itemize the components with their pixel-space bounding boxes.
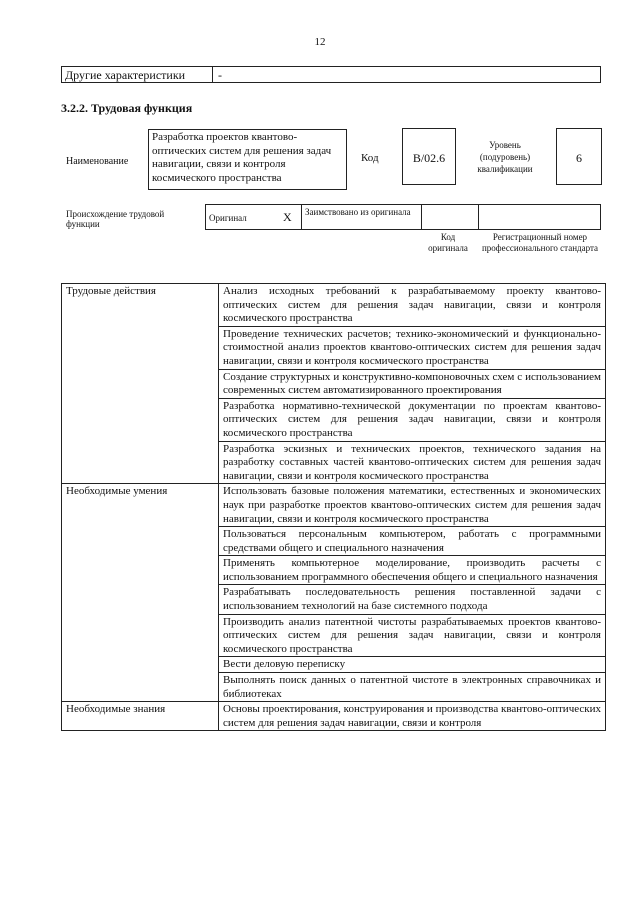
table-cell: Применять компьютерное моделирование, производить расчеты с использованием программного обеспечения общего и специального назначения bbox=[219, 556, 606, 585]
name-label: Наименование bbox=[66, 156, 129, 167]
code-label: Код bbox=[361, 152, 379, 164]
divider bbox=[478, 204, 479, 230]
table-cell: Выполнять поиск данных о патентной чистоте в электронных справочниках и библиотеках bbox=[219, 673, 606, 702]
function-name-box bbox=[148, 129, 347, 190]
section-title: 3.2.2. Трудовая функция bbox=[61, 101, 193, 115]
table-cell: Создание структурных и конструктивно-компоновочных схем с использованием современных систем автоматизированного проектирования bbox=[219, 369, 606, 398]
table-cell: Производить анализ патентной чистоты разрабатываемых проектов квантово-оптических систем для решения задач навигации, связи и контроля космического пространства bbox=[219, 614, 606, 657]
table-cell: Пользоваться персональным компьютером, работать с программными средствами общего и специального назначения bbox=[219, 527, 606, 556]
borrowed-label: Заимствовано из оригинала bbox=[305, 207, 411, 217]
other-characteristics-label: Другие характеристики bbox=[65, 68, 186, 82]
level-value: 6 bbox=[576, 151, 582, 165]
table-row bbox=[62, 484, 606, 527]
original-label: Оригинал bbox=[209, 213, 247, 223]
table-row bbox=[62, 702, 606, 731]
table-cell: Разрабатывать последовательность решения поставленной задачи с использованием технологий на базе системного подхода bbox=[219, 585, 606, 614]
table-cell: Основы проектирования, конструирования и производства квантово-оптических систем для решения задач навигации, связи и контроля bbox=[219, 702, 606, 731]
level-label: Уровень (подуровень) квалификации bbox=[477, 140, 533, 174]
section-label: Необходимые знания bbox=[62, 702, 219, 731]
labor-function-table bbox=[61, 283, 606, 731]
table-cell: Разработка эскизных и технических проектов, технического задания на разработку составных частей квантово-оптических систем для решения задач навигации, связи и контроля космического пространства bbox=[219, 441, 606, 484]
original-mark: X bbox=[283, 210, 292, 224]
function-name-text: Разработка проектов квантово-оптических систем для решения задач навигации, связи и контроля космического пространства bbox=[152, 131, 332, 184]
table-cell: Вести деловую переписку bbox=[219, 657, 606, 673]
table-cell: Разработка нормативно-технической документации по проектам квантово-оптических систем для решения задач навигации, связи и контроля космического пространства bbox=[219, 398, 606, 441]
section-label: Трудовые действия bbox=[62, 284, 219, 484]
section-label: Необходимые умения bbox=[62, 484, 219, 702]
code-original-caption: Код оригинала bbox=[428, 232, 468, 253]
origin-label: Происхождение трудовой функции bbox=[66, 209, 165, 229]
reg-number-caption: Регистрационный номер профессионального стандарта bbox=[481, 232, 599, 253]
page-number: 12 bbox=[314, 36, 326, 48]
code-value: B/02.6 bbox=[412, 151, 446, 165]
table-cell: Анализ исходных требований к разрабатываемому проекту квантово-оптических систем для решения задач навигации, связи и контроля космического пространства bbox=[219, 284, 606, 327]
origin-row bbox=[205, 204, 601, 230]
other-characteristics-row bbox=[61, 66, 601, 83]
table-cell: Проведение технических расчетов; технико-экономический и функционально-стоимостной анализ проектов квантово-оптических систем для решения задач навигации, связи и контроля космического пространства bbox=[219, 326, 606, 369]
other-characteristics-value: - bbox=[218, 68, 222, 82]
code-box bbox=[402, 128, 456, 185]
divider bbox=[301, 204, 302, 230]
divider bbox=[421, 204, 422, 230]
divider bbox=[212, 66, 213, 83]
table-row bbox=[62, 284, 606, 327]
table-cell: Использовать базовые положения математики, естественных и экономических наук при разработке проектов квантово-оптических систем для решения задач навигации, связи и контроля космического пространства bbox=[219, 484, 606, 527]
level-box bbox=[556, 128, 602, 185]
